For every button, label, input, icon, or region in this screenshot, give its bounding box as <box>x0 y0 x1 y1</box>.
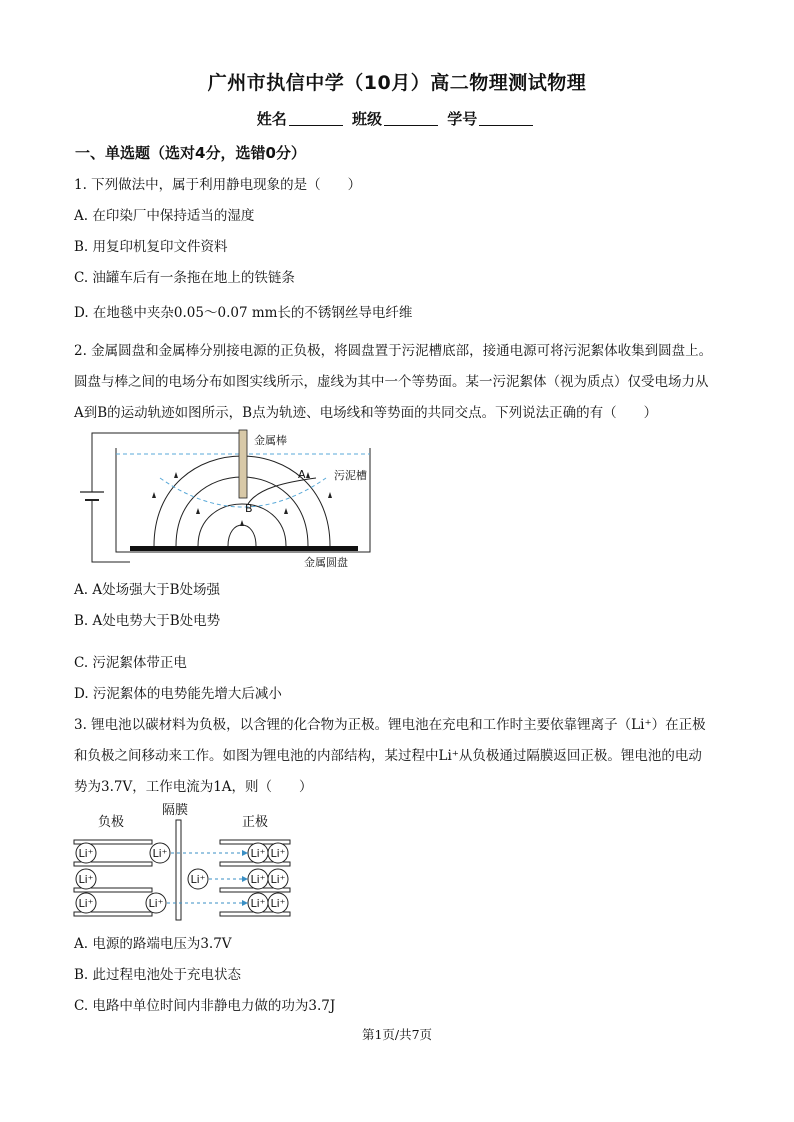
class-blank <box>384 111 438 126</box>
field-arrow <box>174 472 178 478</box>
page-footer: 第1页/共7页 <box>361 1027 433 1042</box>
disk-label: 金属圆盘 <box>304 556 348 569</box>
question-1-stem: 1. 下列做法中，属于利用静电现象的是（ ） <box>74 177 362 193</box>
class-label: 班级 <box>351 110 382 128</box>
field-arrow <box>240 520 244 526</box>
question-3-option-a: A. 电源的路端电压为3.7V <box>74 936 232 952</box>
ion-label: Li⁺ <box>78 873 94 886</box>
ion-label: Li⁺ <box>148 897 164 910</box>
question-2-option-b: B. A处电势大于B处电势 <box>74 613 221 629</box>
question-2-option-d: D. 污泥絮体的电势能先增大后减小 <box>74 686 282 702</box>
question-3-line-2: 和负极之间移动来工作。如图为锂电池的内部结构，某过程中Li⁺从负极通过隔膜返回正极。锂电池的电动 <box>74 748 702 764</box>
metal-rod <box>239 430 247 498</box>
question-2-option-a: A. A处场强大于B处场强 <box>74 582 221 598</box>
separator-label: 隔膜 <box>162 803 189 818</box>
negative-label: 负极 <box>98 815 125 830</box>
ion-label: Li⁺ <box>250 847 266 860</box>
ion-label: Li⁺ <box>270 873 286 886</box>
number-blank <box>479 111 533 126</box>
ion-label: Li⁺ <box>250 873 266 886</box>
field-line-core <box>228 525 256 546</box>
page-title: 广州市执信中学（10月）高二物理测试物理 <box>207 72 587 94</box>
question-2-option-c: C. 污泥絮体带正电 <box>74 655 187 671</box>
question-2-line-3: A到B的运动轨迹如图所示，B点为轨迹、电场线和等势面的共同交点。下列说法正确的有（ ） <box>74 405 658 421</box>
point-a-label: A <box>298 468 306 481</box>
ion-label: Li⁺ <box>190 873 206 886</box>
ion-label: Li⁺ <box>78 847 94 860</box>
name-blank <box>289 111 343 126</box>
field-arrow <box>328 492 332 498</box>
section-heading: 一、单选题（选对4分，选错0分） <box>75 144 306 162</box>
ion-label: Li⁺ <box>270 847 286 860</box>
circuit-wire-bottom <box>92 500 130 562</box>
question-3-line-3: 势为3.7V，工作电流为1A，则（ ） <box>74 779 313 795</box>
ion-label: Li⁺ <box>250 897 266 910</box>
question-1-option-c: C. 油罐车后有一条拖在地上的铁链条 <box>74 270 295 286</box>
question-1-option-d: D. 在地毯中夹杂0.05～0.07 mm长的不锈钢丝导电纤维 <box>74 305 413 321</box>
tank-label: 污泥槽 <box>334 469 367 482</box>
question-1-option-a: A. 在印染厂中保持适当的湿度 <box>74 208 255 224</box>
question-3-option-b: B. 此过程电池处于充电状态 <box>74 967 242 983</box>
sludge-field-figure <box>72 426 382 574</box>
ion-label: Li⁺ <box>270 897 286 910</box>
question-3-option-c: C. 电路中单位时间内非静电力做的功为3.7J <box>74 998 336 1014</box>
metal-disk <box>130 546 358 551</box>
ion-label: Li⁺ <box>152 847 168 860</box>
ion-labels <box>79 847 286 910</box>
question-3-line-1: 3. 锂电池以碳材料为负极，以含锂的化合物为正极。锂电池在充电和工作时主要依靠锂离子（Li⁺）在正极 <box>74 717 706 733</box>
name-label: 姓名 <box>256 110 287 128</box>
point-b-label: B <box>245 502 253 515</box>
field-arrow <box>196 508 200 514</box>
field-arrow <box>152 492 156 498</box>
lithium-battery-figure <box>72 800 304 924</box>
rod-label: 金属棒 <box>254 434 287 447</box>
number-label: 学号 <box>447 110 478 128</box>
ion-label: Li⁺ <box>78 897 94 910</box>
question-2-line-2: 圆盘与棒之间的电场分布如图实线所示，虚线为其中一个等势面。某一污泥絮体（视为质点）仅受电场力从 <box>74 374 709 390</box>
separator-membrane <box>176 820 181 920</box>
positive-label: 正极 <box>242 815 269 830</box>
question-1-option-b: B. 用复印机复印文件资料 <box>74 239 228 255</box>
arrow-heads <box>242 850 248 906</box>
question-2-line-1: 2. 金属圆盘和金属棒分别接电源的正负极，将圆盘置于污泥槽底部，接通电源可将污泥絮体收集到圆盘上。 <box>74 343 713 359</box>
student-info-line <box>0 108 794 129</box>
field-arrow <box>284 508 288 514</box>
field-arrow <box>306 472 310 478</box>
